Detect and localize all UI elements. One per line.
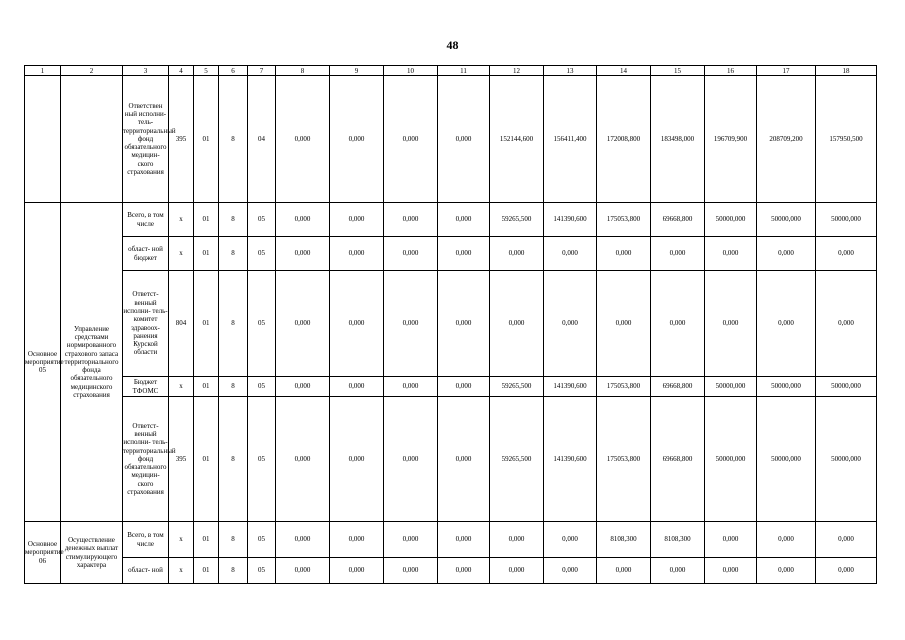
value-cell: 0,000 — [330, 271, 384, 377]
table-row — [25, 76, 877, 203]
column-header: 14 — [597, 66, 651, 76]
value-cell: 0,000 — [757, 271, 816, 377]
value-cell: 395 — [169, 76, 194, 203]
column-header: 1 — [25, 66, 61, 76]
value-cell: 0,000 — [330, 377, 384, 397]
value-cell: 05 — [248, 558, 276, 584]
column-header: 18 — [816, 66, 877, 76]
column-header: 5 — [194, 66, 219, 76]
value-cell: 01 — [194, 377, 219, 397]
value-cell: 50000,000 — [757, 397, 816, 522]
value-cell: x — [169, 522, 194, 558]
value-cell: 0,000 — [438, 558, 490, 584]
measure-cell: Основное мероприятие 05 — [25, 203, 61, 522]
value-cell: x — [169, 377, 194, 397]
value-cell: 0,000 — [490, 522, 544, 558]
value-cell: 50000,000 — [757, 377, 816, 397]
value-cell: 0,000 — [705, 271, 757, 377]
funding-source-cell: Бюджет ТФОМС — [123, 377, 169, 397]
column-header: 13 — [544, 66, 597, 76]
value-cell: 0,000 — [816, 522, 877, 558]
page-number: 48 — [446, 38, 459, 52]
value-cell: 0,000 — [816, 271, 877, 377]
value-cell: 141390,600 — [544, 377, 597, 397]
column-header: 7 — [248, 66, 276, 76]
value-cell: 141390,600 — [544, 203, 597, 237]
value-cell: 50000,000 — [705, 203, 757, 237]
value-cell: 152144,600 — [490, 76, 544, 203]
funding-source-cell: област- ной бюджет — [123, 237, 169, 271]
value-cell: 0,000 — [816, 237, 877, 271]
table-row — [25, 237, 877, 271]
empty-cell — [61, 76, 123, 203]
value-cell: 0,000 — [438, 522, 490, 558]
value-cell: 0,000 — [705, 522, 757, 558]
empty-cell — [25, 76, 61, 203]
table-row — [25, 558, 877, 584]
value-cell: 141390,600 — [544, 397, 597, 522]
value-cell: 05 — [248, 271, 276, 377]
funding-source-cell: Ответст- венный исполни- тель- комитет здравоох- ранения Курской области — [123, 271, 169, 377]
value-cell: 0,000 — [544, 271, 597, 377]
value-cell: 01 — [194, 522, 219, 558]
value-cell: 69668,800 — [651, 397, 705, 522]
value-cell: 0,000 — [816, 558, 877, 584]
value-cell: 0,000 — [651, 558, 705, 584]
value-cell: 0,000 — [757, 237, 816, 271]
value-cell: 59265,500 — [490, 397, 544, 522]
measure-name-cell: Управление средствами нормированного страхового запаса территориального фонда обязательного медицинского страхования — [61, 203, 123, 522]
value-cell: 8 — [219, 522, 248, 558]
value-cell: 04 — [248, 76, 276, 203]
table-row — [25, 271, 877, 377]
value-cell: 175053,800 — [597, 377, 651, 397]
value-cell: 8 — [219, 203, 248, 237]
value-cell: 50000,000 — [757, 203, 816, 237]
value-cell: 05 — [248, 522, 276, 558]
value-cell: 0,000 — [276, 558, 330, 584]
value-cell: 0,000 — [544, 558, 597, 584]
value-cell: 0,000 — [276, 237, 330, 271]
value-cell: 0,000 — [705, 237, 757, 271]
value-cell: 01 — [194, 76, 219, 203]
column-header: 8 — [276, 66, 330, 76]
value-cell: 0,000 — [438, 377, 490, 397]
value-cell: 8108,300 — [651, 522, 705, 558]
funding-source-cell: Ответст- венный исполни- тель- территориальный фонд обязательного медицин- ского страхования — [123, 397, 169, 522]
value-cell: 05 — [248, 203, 276, 237]
value-cell: 05 — [248, 377, 276, 397]
value-cell: 8 — [219, 397, 248, 522]
value-cell: 0,000 — [330, 397, 384, 522]
value-cell: 196709,900 — [705, 76, 757, 203]
value-cell: 0,000 — [330, 558, 384, 584]
value-cell: 0,000 — [276, 397, 330, 522]
value-cell: 0,000 — [438, 397, 490, 522]
column-header: 12 — [490, 66, 544, 76]
value-cell: 0,000 — [597, 558, 651, 584]
value-cell: 0,000 — [384, 76, 438, 203]
value-cell: 01 — [194, 558, 219, 584]
value-cell: 50000,000 — [816, 377, 877, 397]
value-cell: 0,000 — [438, 76, 490, 203]
table-row — [25, 377, 877, 397]
column-header: 6 — [219, 66, 248, 76]
value-cell: 175053,800 — [597, 203, 651, 237]
value-cell: 50000,000 — [816, 397, 877, 522]
value-cell: 0,000 — [276, 76, 330, 203]
value-cell: 50000,000 — [705, 397, 757, 522]
table-row — [25, 203, 877, 237]
value-cell: 157950,500 — [816, 76, 877, 203]
funding-source-cell: Ответствен ный исполни- тель- территориальный фонд обязательного медицин- ского страхования — [123, 76, 169, 203]
value-cell: 59265,500 — [490, 377, 544, 397]
value-cell: 8 — [219, 237, 248, 271]
column-header: 17 — [757, 66, 816, 76]
value-cell: 50000,000 — [816, 203, 877, 237]
table-row — [25, 522, 877, 558]
value-cell: 0,000 — [384, 397, 438, 522]
value-cell: 0,000 — [757, 558, 816, 584]
value-cell: 0,000 — [544, 522, 597, 558]
header-row — [25, 66, 877, 76]
column-header: 2 — [61, 66, 123, 76]
value-cell: 0,000 — [438, 203, 490, 237]
funding-source-cell: Всего, в том числе — [123, 522, 169, 558]
value-cell: x — [169, 237, 194, 271]
value-cell: 0,000 — [384, 558, 438, 584]
budget-table — [24, 65, 877, 584]
value-cell: 0,000 — [330, 76, 384, 203]
value-cell: 208709,200 — [757, 76, 816, 203]
value-cell: 8 — [219, 271, 248, 377]
column-header: 4 — [169, 66, 194, 76]
value-cell: 0,000 — [597, 237, 651, 271]
column-header: 11 — [438, 66, 490, 76]
column-header: 3 — [123, 66, 169, 76]
value-cell: 59265,500 — [490, 203, 544, 237]
funding-source-cell: област- ной — [123, 558, 169, 584]
value-cell: 8 — [219, 558, 248, 584]
value-cell: 0,000 — [438, 271, 490, 377]
value-cell: 01 — [194, 397, 219, 522]
value-cell: 804 — [169, 271, 194, 377]
value-cell: 0,000 — [276, 522, 330, 558]
value-cell: 8108,300 — [597, 522, 651, 558]
value-cell: x — [169, 558, 194, 584]
value-cell: 183498,000 — [651, 76, 705, 203]
measure-cell: Основное мероприятие 06 — [25, 522, 61, 584]
value-cell: 8 — [219, 76, 248, 203]
value-cell: 0,000 — [384, 271, 438, 377]
value-cell: 0,000 — [384, 237, 438, 271]
value-cell: 0,000 — [438, 237, 490, 271]
value-cell: 01 — [194, 237, 219, 271]
value-cell: 0,000 — [490, 237, 544, 271]
value-cell: 156411,400 — [544, 76, 597, 203]
value-cell: 0,000 — [705, 558, 757, 584]
value-cell: 0,000 — [330, 237, 384, 271]
value-cell: 69668,800 — [651, 377, 705, 397]
column-header: 16 — [705, 66, 757, 76]
value-cell: 0,000 — [651, 271, 705, 377]
value-cell: 0,000 — [384, 377, 438, 397]
value-cell: 395 — [169, 397, 194, 522]
value-cell: 0,000 — [384, 203, 438, 237]
value-cell: 0,000 — [330, 203, 384, 237]
value-cell: 0,000 — [384, 522, 438, 558]
value-cell: x — [169, 203, 194, 237]
measure-name-cell: Осуществление денежных выплат стимулирующего характера — [61, 522, 123, 584]
value-cell: 0,000 — [276, 203, 330, 237]
value-cell: 0,000 — [276, 271, 330, 377]
value-cell: 05 — [248, 237, 276, 271]
value-cell: 172008,800 — [597, 76, 651, 203]
funding-source-cell: Всего, в том числе — [123, 203, 169, 237]
value-cell: 0,000 — [757, 522, 816, 558]
table-row — [25, 397, 877, 522]
value-cell: 69668,800 — [651, 203, 705, 237]
column-header: 10 — [384, 66, 438, 76]
value-cell: 05 — [248, 397, 276, 522]
value-cell: 175053,800 — [597, 397, 651, 522]
value-cell: 01 — [194, 271, 219, 377]
value-cell: 0,000 — [490, 558, 544, 584]
value-cell: 0,000 — [544, 237, 597, 271]
column-header: 9 — [330, 66, 384, 76]
column-header: 15 — [651, 66, 705, 76]
value-cell: 0,000 — [651, 237, 705, 271]
value-cell: 01 — [194, 203, 219, 237]
value-cell: 0,000 — [276, 377, 330, 397]
value-cell: 0,000 — [330, 522, 384, 558]
value-cell: 0,000 — [490, 271, 544, 377]
value-cell: 8 — [219, 377, 248, 397]
value-cell: 50000,000 — [705, 377, 757, 397]
value-cell: 0,000 — [597, 271, 651, 377]
